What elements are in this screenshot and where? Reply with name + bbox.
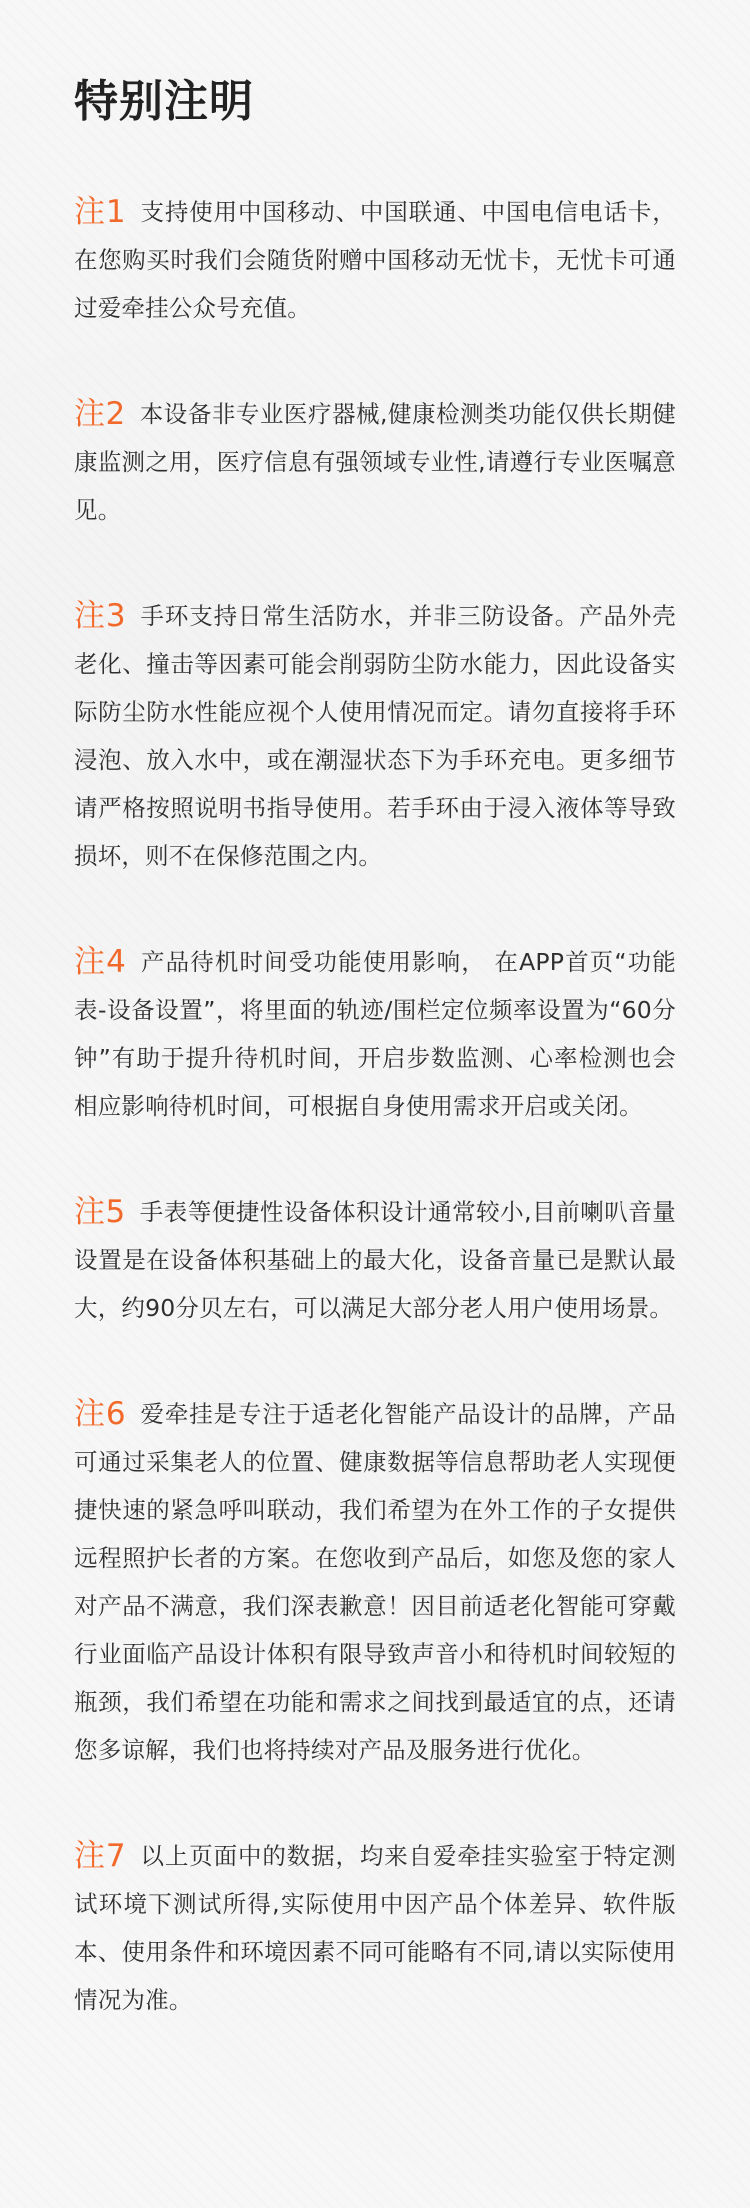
note-paragraph <box>74 1390 676 1774</box>
note-3 <box>74 592 676 880</box>
note-label: 注5 <box>74 1194 126 1230</box>
note-paragraph <box>74 1188 676 1332</box>
note-label: 注4 <box>74 944 127 980</box>
note-paragraph <box>74 938 676 1130</box>
note-paragraph <box>74 1832 676 2024</box>
note-text: 本设备非专业医疗器械,健康检测类功能仅供长期健康监测之用，医疗信息有强领域专业性,请遵行专业医嘱意见。 <box>74 400 676 524</box>
note-label: 注6 <box>74 1396 126 1432</box>
note-paragraph <box>74 592 676 880</box>
note-paragraph <box>74 390 676 534</box>
note-2 <box>74 390 676 534</box>
note-text: 支持使用中国移动、中国联通、中国电信电话卡，在您购买时我们会随货附赠中国移动无忧卡，无忧卡可通过爱牵挂公众号充值。 <box>74 198 676 322</box>
note-7 <box>74 1832 676 2024</box>
note-text: 以上页面中的数据，均来自爱牵挂实验室于特定测试环境下测试所得,实际使用中因产品个体差异、软件版本、使用条件和环境因素不同可能略有不同,请以实际使用情况为准。 <box>74 1842 676 2014</box>
note-paragraph <box>74 188 676 332</box>
note-4 <box>74 938 676 1130</box>
note-6 <box>74 1390 676 1774</box>
note-text: 产品待机时间受功能使用影响， 在APP首页“功能表-设备设置”，将里面的轨迹/围栏定位频率设置为“60分钟”有助于提升待机时间，开启步数监测、心率检测也会相应影响待机时间，可根据自身使用需求开启或关闭。 <box>74 948 676 1120</box>
note-1 <box>74 188 676 332</box>
note-label: 注7 <box>74 1838 126 1874</box>
note-label: 注1 <box>74 194 126 230</box>
note-text: 手环支持日常生活防水，并非三防设备。产品外壳老化、撞击等因素可能会削弱防尘防水能力，因此设备实际防尘防水性能应视个人使用情况而定。请勿直接将手环浸泡、放入水中，或在潮湿状态下为手环充电。更多细节请严格按照说明书指导使用。若手环由于浸入液体等导致损坏，则不在保修范围之内。 <box>74 602 676 870</box>
note-label: 注3 <box>74 598 126 634</box>
note-text: 手表等便捷性设备体积设计通常较小,目前喇叭音量设置是在设备体积基础上的最大化，设备音量已是默认最大，约90分贝左右，可以满足大部分老人用户使用场景。 <box>74 1198 676 1322</box>
note-5 <box>74 1188 676 1332</box>
page-title: 特别注明 <box>74 76 254 127</box>
note-label: 注2 <box>74 396 126 432</box>
note-text: 爱牵挂是专注于适老化智能产品设计的品牌，产品可通过采集老人的位置、健康数据等信息帮助老人实现便捷快速的紧急呼叫联动，我们希望为在外工作的子女提供远程照护长者的方案。在您收到产品后，如您及您的家人对产品不满意，我们深表歉意！因目前适老化智能可穿戴行业面临产品设计体积有限导致声音小和待机时间较短的瓶颈，我们希望在功能和需求之间找到最适宜的点，还请您多谅解，我们也将持续对产品及服务进行优化。 <box>74 1400 676 1764</box>
